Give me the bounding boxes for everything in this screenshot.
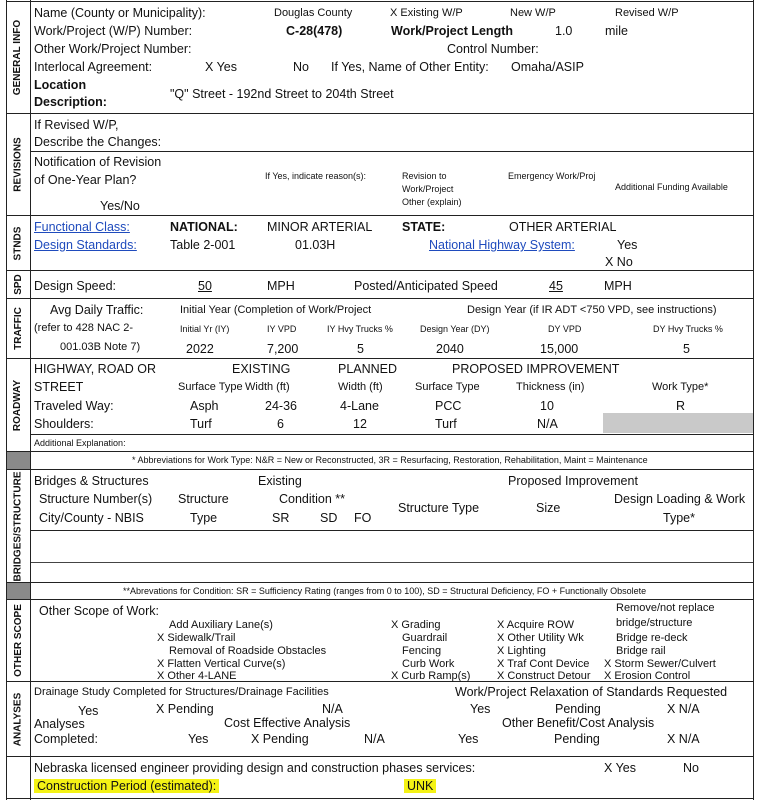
dy-vpd-value[interactable]: 15,000 <box>540 342 579 356</box>
rule <box>6 270 754 271</box>
drainage-pending[interactable]: X Pending <box>156 702 214 716</box>
drainage-yes[interactable]: Yes <box>78 704 99 718</box>
traveled-surface[interactable]: Asph <box>190 399 219 413</box>
scope-vertical-curves[interactable]: X Flatten Vertical Curve(s) <box>157 658 286 670</box>
name-label: Name (County or Municipality): <box>34 6 206 20</box>
shoulders-planned-width[interactable]: 12 <box>353 417 367 431</box>
design-loading-header: Design Loading & Work <box>614 492 746 506</box>
existing-header: EXISTING <box>232 362 291 376</box>
rule <box>31 530 753 531</box>
reason-revision[interactable]: Revision to <box>402 171 447 181</box>
scope-erosion-control[interactable]: X Erosion Control <box>604 670 691 682</box>
shoulders-width[interactable]: 6 <box>277 417 284 431</box>
sr-header: SR <box>272 511 290 525</box>
rule <box>6 798 754 799</box>
scope-guardrail[interactable]: Guardrail <box>402 632 448 644</box>
interlocal-yes[interactable]: X Yes <box>205 60 237 74</box>
fo-header: FO <box>354 511 372 525</box>
interlocal-no[interactable]: No <box>293 60 309 74</box>
national-label: NATIONAL: <box>170 220 238 234</box>
shaded-cell <box>7 452 30 469</box>
benefit-pending[interactable]: Pending <box>554 732 600 746</box>
revised-label: If Revised W/P, <box>34 118 119 132</box>
shoulders-label: Shoulders: <box>34 417 94 431</box>
control-label: Control Number: <box>447 42 539 56</box>
length-label: Work/Project Length <box>391 24 514 38</box>
relaxation-pending[interactable]: Pending <box>555 702 601 716</box>
rule <box>6 469 754 470</box>
condition-abbreviations: **Abrevations for Condition: SR = Sufficiency Rating (ranges from 0 to 100), SD = Structural Deficiency, FO + Functionally Obsolete <box>123 586 647 596</box>
scope-acquire-row[interactable]: X Acquire ROW <box>497 619 575 631</box>
scope-fencing[interactable]: Fencing <box>402 645 442 657</box>
section-label-general: GENERAL INFO <box>12 19 24 96</box>
reason-work-project[interactable]: Work/Project <box>402 184 454 194</box>
posted-speed-value[interactable]: 45 <box>549 279 563 293</box>
reasons-label: If Yes, indicate reason(s): <box>265 171 367 181</box>
sd-header: SD <box>320 511 338 525</box>
scope-curb-work[interactable]: Curb Work <box>402 658 455 670</box>
traveled-width[interactable]: 24-36 <box>265 399 297 413</box>
name-value[interactable]: Douglas County <box>274 7 353 19</box>
shoulders-proposed-surface[interactable]: Turf <box>435 417 457 431</box>
cost-yes[interactable]: Yes <box>188 732 209 746</box>
scope-other[interactable]: X Other 4-LANE <box>157 670 237 682</box>
length-value[interactable]: 1.0 <box>555 24 573 38</box>
col-initial-year: Initial Yr (IY) <box>180 324 230 334</box>
nhs-yes[interactable]: Yes <box>617 238 638 252</box>
iy-trucks-value[interactable]: 5 <box>357 342 364 356</box>
scope-bridge-structure: bridge/structure <box>616 617 693 629</box>
condition-header: Condition ** <box>279 492 346 506</box>
cost-pending[interactable]: X Pending <box>251 732 309 746</box>
bridges-title: Bridges & Structures <box>34 474 149 488</box>
col-iy-vpd: IY VPD <box>267 324 297 334</box>
benefit-yes[interactable]: Yes <box>458 732 479 746</box>
rule <box>6 298 754 299</box>
rule <box>6 451 754 452</box>
traveled-way-label: Traveled Way: <box>34 399 114 413</box>
other-scope-title: Other Scope of Work: <box>39 604 159 618</box>
iy-value[interactable]: 2022 <box>186 342 214 356</box>
design-year-header: Design Year (if IR ADT <750 VPD, see instructions) <box>467 304 717 316</box>
bridges-existing-header: Existing <box>258 474 302 488</box>
drainage-label: Drainage Study Completed for Structures/Drainage Facilities <box>34 686 329 698</box>
existing-wp-checkbox[interactable]: X Existing W/P <box>390 7 463 19</box>
state-value[interactable]: OTHER ARTERIAL <box>509 220 617 234</box>
rule <box>6 113 754 114</box>
design-standards-link[interactable]: Design Standards: <box>34 238 137 252</box>
notification-label: Notification of Revision <box>34 155 162 169</box>
posted-speed-label: Posted/Anticipated Speed <box>354 279 498 293</box>
planned-header: PLANNED <box>338 362 398 376</box>
structure-type-header: Structure Type <box>398 501 480 515</box>
relaxation-label: Work/Project Relaxation of Standards Requested <box>455 685 728 699</box>
revised-wp-checkbox[interactable]: Revised W/P <box>615 7 679 19</box>
right-border <box>753 0 754 800</box>
design-table[interactable]: Table 2-001 <box>170 238 236 252</box>
section-label-speed: SPD <box>12 274 24 295</box>
cost-na[interactable]: N/A <box>364 732 385 746</box>
analyses-label: Analyses <box>34 717 85 731</box>
engineer-label: Nebraska licensed engineer providing design and construction phases services: <box>34 761 476 775</box>
rule <box>31 151 753 152</box>
thickness-header: Thickness (in) <box>516 381 585 393</box>
work-type-header: Work Type* <box>652 381 709 393</box>
location-value[interactable]: "Q" Street - 192nd Street to 204th Street <box>170 87 394 101</box>
shaded-cell <box>603 413 753 433</box>
reason-funding[interactable]: Additional Funding Available <box>615 182 728 192</box>
adt-note-2: 001.03B Note 7) <box>60 341 141 353</box>
nhs-link[interactable]: National Highway System: <box>429 238 575 252</box>
scope-sidewalk-trail[interactable]: X Sidewalk/Trail <box>157 632 236 644</box>
other-entity-label: If Yes, Name of Other Entity: <box>331 60 489 74</box>
wp-label: Work/Project (W/P) Number: <box>34 24 193 38</box>
highway-label: HIGHWAY, ROAD OR <box>34 362 157 376</box>
section-label-bridges: BRIDGES/STRUCTURE <box>12 470 24 582</box>
cost-effective-label: Cost Effective Analysis <box>224 716 351 730</box>
traveled-planned-width[interactable]: 4-Lane <box>340 399 379 413</box>
scope-lighting[interactable]: X Lighting <box>497 645 546 657</box>
section-label-standards: STNDS <box>12 226 24 260</box>
relaxation-yes[interactable]: Yes <box>470 702 491 716</box>
traveled-thickness[interactable]: 10 <box>540 399 554 413</box>
engineer-yes[interactable]: X Yes <box>604 761 636 775</box>
length-unit: mile <box>605 24 628 38</box>
reason-emergency[interactable]: Emergency Work/Proj <box>508 171 596 181</box>
construction-period-label: Construction Period (estimated): <box>34 779 219 793</box>
scope-auxiliary-lanes[interactable]: Add Auxiliary Lane(s) <box>169 619 273 631</box>
section-label-revisions: REVISIONS <box>12 137 24 192</box>
traveled-proposed-surface[interactable]: PCC <box>435 399 462 413</box>
rule <box>31 434 753 435</box>
rule <box>6 582 754 583</box>
additional-explanation-label: Additional Explanation: <box>34 438 126 448</box>
posted-speed-unit: MPH <box>604 279 632 293</box>
adt-note-1: (refer to 428 NAC 2- <box>34 322 134 334</box>
surface-type-header: Surface Type <box>178 381 243 393</box>
construction-period-value[interactable]: UNK <box>404 779 436 793</box>
describe-label: Describe the Changes: <box>34 135 162 149</box>
initial-year-header: Initial Year (Completion of Work/Project <box>180 304 372 316</box>
other-wp-label: Other Work/Project Number: <box>34 42 192 56</box>
work-type-abbreviations: * Abbreviations for Work Type: N&R = New or Reconstructed, 3R = Resurfacing, Restoration, Rehabilitation, Maint = Maintenance <box>132 455 648 465</box>
one-year-plan-label: of One-Year Plan? <box>34 173 137 187</box>
completed-label: Completed: <box>34 732 98 746</box>
national-value[interactable]: MINOR ARTERIAL <box>267 220 373 234</box>
scope-grading[interactable]: X Grading <box>391 619 441 631</box>
scope-curb-ramps[interactable]: X Curb Ramp(s) <box>391 670 471 682</box>
other-entity-value[interactable]: Omaha/ASIP <box>511 60 584 74</box>
col-dy-vpd: DY VPD <box>548 324 582 334</box>
state-label: STATE: <box>402 220 446 234</box>
benefit-na[interactable]: X N/A <box>667 732 700 746</box>
structure-numbers-header: Structure Number(s) <box>39 492 153 506</box>
section-label-analyses: ANALYSES <box>12 692 24 746</box>
nhs-no[interactable]: X No <box>605 255 633 269</box>
dy-trucks-value[interactable]: 5 <box>683 342 690 356</box>
city-nbis-header: City/County - NBIS <box>39 511 144 525</box>
design-table-ref[interactable]: 01.03H <box>295 238 336 252</box>
description-label: Description: <box>34 95 107 109</box>
section-divider <box>30 0 31 800</box>
location-label: Location <box>34 78 87 92</box>
bridges-proposed-header: Proposed Improvement <box>508 474 638 488</box>
rule <box>6 358 754 359</box>
section-label-roadway: ROADWAY <box>12 379 24 431</box>
yes-no-option[interactable]: Yes/No <box>100 199 140 213</box>
scope-bridge-redeck[interactable]: Bridge re-deck <box>616 632 688 644</box>
scope-storm-sewer[interactable]: X Storm Sewer/Culvert <box>604 658 716 670</box>
col-design-year: Design Year (DY) <box>420 324 490 334</box>
design-speed-label: Design Speed: <box>34 279 117 293</box>
reason-other[interactable]: Other (explain) <box>402 197 462 207</box>
structure-header: Structure <box>178 492 229 506</box>
planned-width-header: Width (ft) <box>338 381 383 393</box>
shoulders-thickness[interactable]: N/A <box>537 417 558 431</box>
traveled-work-type[interactable]: R <box>676 399 686 413</box>
functional-class-link[interactable]: Functional Class: <box>34 220 130 234</box>
section-label-other-scope: OTHER SCOPE <box>12 604 24 677</box>
street-label: STREET <box>34 380 84 394</box>
relaxation-na[interactable]: X N/A <box>667 702 700 716</box>
drainage-na[interactable]: N/A <box>322 702 343 716</box>
shoulders-surface[interactable]: Turf <box>190 417 212 431</box>
col-dy-trucks: DY Hvy Trucks % <box>653 324 723 334</box>
design-speed-value[interactable]: 50 <box>198 279 212 293</box>
shaded-cell <box>7 583 30 599</box>
rule <box>6 756 754 757</box>
dy-value[interactable]: 2040 <box>436 342 464 356</box>
benefit-cost-label: Other Benefit/Cost Analysis <box>502 716 655 730</box>
engineer-no[interactable]: No <box>683 761 699 775</box>
rule <box>6 599 754 600</box>
scope-bridge-rail[interactable]: Bridge rail <box>616 645 666 657</box>
width-header: Width (ft) <box>245 381 290 393</box>
section-label-traffic: TRAFFIC <box>12 307 24 350</box>
scope-traffic-control[interactable]: X Traf Cont Device <box>497 658 590 670</box>
adt-label: Avg Daily Traffic: <box>50 303 144 317</box>
rule <box>6 215 754 216</box>
scope-utility-work[interactable]: X Other Utility Wk <box>497 632 584 644</box>
type-header: Type <box>190 511 218 525</box>
design-speed-unit: MPH <box>267 279 295 293</box>
proposed-surface-header: Surface Type <box>415 381 480 393</box>
proposed-header: PROPOSED IMPROVEMENT <box>452 362 620 376</box>
rule <box>6 1 754 2</box>
loading-type-header: Type* <box>663 511 695 525</box>
size-header: Size <box>536 501 561 515</box>
scope-roadside-obstacles[interactable]: Removal of Roadside Obstacles <box>169 645 327 657</box>
scope-remove-structure[interactable]: Remove/not replace <box>616 602 715 614</box>
new-wp-checkbox[interactable]: New W/P <box>510 7 556 19</box>
wp-value[interactable]: C-28(478) <box>286 24 343 38</box>
interlocal-label: Interlocal Agreement: <box>34 60 153 74</box>
scope-detour[interactable]: X Construct Detour <box>497 670 591 682</box>
iy-vpd-value[interactable]: 7,200 <box>267 342 299 356</box>
col-iy-trucks: IY Hvy Trucks % <box>327 324 393 334</box>
rule <box>31 562 753 563</box>
